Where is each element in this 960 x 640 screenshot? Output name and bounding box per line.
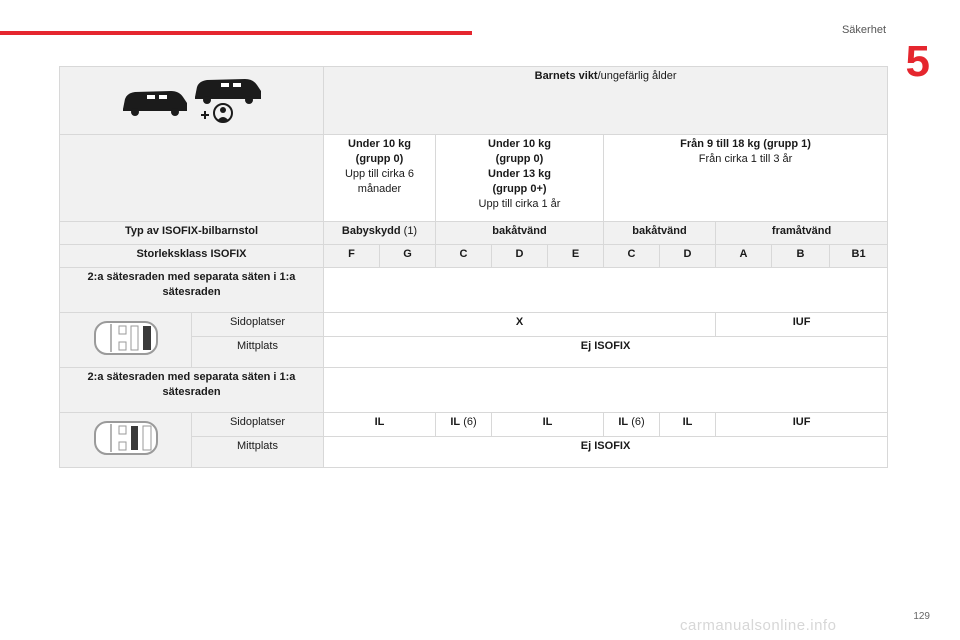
empty-cell [60, 135, 324, 222]
section-title-line: sätesraden [162, 286, 221, 298]
side-seat-il-note [604, 413, 660, 437]
footnote: (6) [460, 416, 477, 428]
size-class: C [436, 245, 492, 268]
weight-line: (grupp 0) [495, 153, 544, 165]
type-bakatvand-1: bakåtvänd [436, 222, 604, 245]
section-2-title [60, 368, 324, 413]
center-seat-label: Mittplats [192, 437, 324, 468]
side-seats-x: X [324, 313, 716, 337]
seat-diagram-cell [60, 313, 192, 368]
footnote: (6) [628, 416, 645, 428]
size-class: B1 [830, 245, 888, 268]
center-seat-value: Ej ISOFIX [324, 337, 888, 368]
weight-line: (grupp 0) [355, 153, 404, 165]
side-seat-iuf: IUF [716, 413, 888, 437]
size-class: B [772, 245, 830, 268]
type-bakatvand-2: bakåtvänd [604, 222, 716, 245]
size-class: C [604, 245, 660, 268]
section-title-line: 2:a sätesraden med separata säten i 1:a [87, 271, 296, 283]
side-seat-il: IL [492, 413, 604, 437]
seat-diagram-cell [60, 413, 192, 468]
age-line: Från cirka 1 till 3 år [698, 153, 793, 165]
size-class: E [548, 245, 604, 268]
side-seat-il: IL [324, 413, 436, 437]
weight-group-0plus [436, 135, 604, 222]
chapter-red-bar [0, 31, 472, 35]
vehicle-icons-cell [60, 67, 324, 135]
seat-layout-icon [89, 418, 163, 458]
weight-age-header [324, 67, 888, 135]
side-seats-label: Sidoplatser [192, 313, 324, 337]
center-seat-value: Ej ISOFIX [324, 437, 888, 468]
chapter-number: 5 [905, 37, 930, 86]
size-class: G [380, 245, 436, 268]
side-seat-il-note [436, 413, 492, 437]
section-title: Säkerhet [841, 24, 886, 36]
weight-group-1 [604, 135, 888, 222]
weight-line: Under 10 kg [488, 138, 551, 150]
weight-group-0 [324, 135, 436, 222]
il-text: IL [450, 416, 461, 428]
size-class: D [660, 245, 716, 268]
size-class: A [716, 245, 772, 268]
age-line: Upp till cirka 6 [344, 168, 415, 180]
vans-child-seat-icon [117, 69, 267, 127]
type-babyskydd-text: Babyskydd [341, 225, 401, 237]
type-framatvand: framåtvänd [716, 222, 888, 245]
isofix-table [59, 66, 888, 468]
seat-layout-icon [89, 318, 163, 358]
weight-line: Från 9 till 18 kg (grupp 1) [680, 138, 811, 150]
section-title-line: sätesraden [162, 386, 221, 398]
size-class: D [492, 245, 548, 268]
age-label: /ungefärlig ålder [597, 70, 677, 82]
side-seats-iuf: IUF [716, 313, 888, 337]
type-row-label: Typ av ISOFIX-bilbarnstol [60, 222, 324, 245]
size-row-label: Storleksklass ISOFIX [60, 245, 324, 268]
type-babyskydd [324, 222, 436, 245]
section-1-title [60, 268, 324, 313]
page-number: 129 [913, 611, 930, 622]
footnote: (1) [400, 225, 418, 237]
watermark: carmanualsonline.info [680, 617, 837, 634]
empty-cell [324, 268, 888, 313]
side-seats-label: Sidoplatser [192, 413, 324, 437]
section-title-line: 2:a sätesraden med separata säten i 1:a [87, 371, 296, 383]
side-seat-il: IL [660, 413, 716, 437]
center-seat-label: Mittplats [192, 337, 324, 368]
age-line: månader [357, 183, 402, 195]
weight-line: Under 10 kg [348, 138, 411, 150]
weight-line: (grupp 0+) [492, 183, 547, 195]
age-line: Upp till cirka 1 år [478, 198, 561, 210]
weight-label: Barnets vikt [534, 70, 598, 82]
size-class: F [324, 245, 380, 268]
il-text: IL [618, 416, 629, 428]
weight-line: Under 13 kg [488, 168, 551, 180]
empty-cell [324, 368, 888, 413]
